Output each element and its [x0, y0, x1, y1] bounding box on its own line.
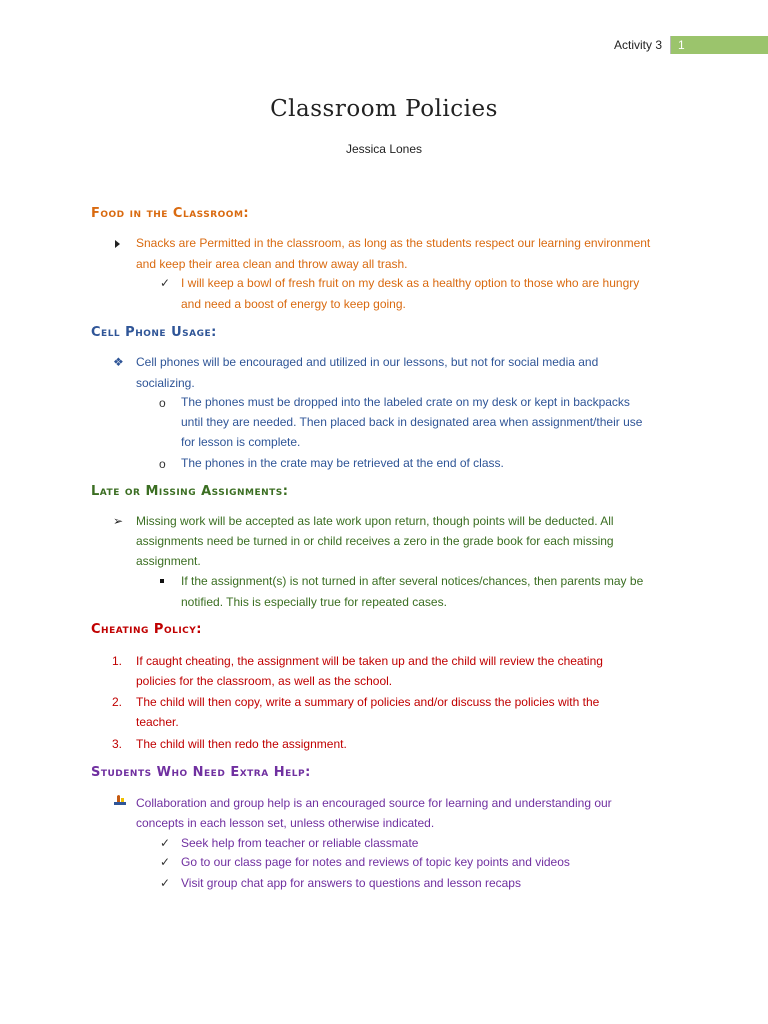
section-heading-help: Students Who Need Extra Help:: [91, 765, 311, 780]
cheat-item-2-line-1: The child will then copy, write a summary of policies and/or discuss the policies with the: [136, 695, 600, 709]
food-item-line-2: and keep their area clean and throw away all trash.: [136, 257, 408, 271]
cell-item-line-1: Cell phones will be encouraged and utilized in our lessons, but not for social media and: [136, 355, 599, 369]
cheat-item-number-1: 1.: [112, 654, 123, 668]
cell-sub1-line-1: The phones must be dropped into the labeled crate on my desk or kept in backpacks: [181, 395, 630, 409]
header-label: Activity 3: [614, 36, 671, 54]
circle-bullet-icon: o: [159, 457, 166, 471]
circle-bullet-icon: o: [159, 396, 166, 410]
cheat-item-1-line-2: policies for the classroom, as well as the school.: [136, 674, 393, 688]
cheat-item-1-line-1: If caught cheating, the assignment will be taken up and the child will review the cheating: [136, 654, 603, 668]
food-sub-line-1: I will keep a bowl of fresh fruit on my desk as a healthy option to those who are hungry: [181, 276, 640, 290]
page-number: 1: [671, 36, 768, 54]
checkmark-icon: ✓: [160, 276, 171, 290]
cell-sub1-line-2: until they are needed. Then placed back in designated area when assignment/their use: [181, 415, 643, 429]
cheat-item-2-line-2: teacher.: [136, 715, 179, 729]
late-item-line-2: assignments need be turned in or child receives a zero in the grade book for each missing: [136, 534, 614, 548]
checkmark-icon: ✓: [160, 836, 171, 850]
help-item-line-1: Collaboration and group help is an encouraged source for learning and understanding our: [136, 796, 612, 810]
cell-item-line-2: socializing.: [136, 376, 195, 390]
cheat-item-number-2: 2.: [112, 695, 123, 709]
cheat-item-number-3: 3.: [112, 737, 123, 751]
help-sub-1: Seek help from teacher or reliable classmate: [181, 836, 419, 850]
late-item-line-1: Missing work will be accepted as late work upon return, though points will be deducted. All: [136, 514, 614, 528]
help-sub-3: Visit group chat app for answers to questions and lesson recaps: [181, 876, 521, 890]
cell-sub2-line-1: The phones in the crate may be retrieved at the end of class.: [181, 456, 504, 470]
section-heading-cheat: Cheating Policy:: [91, 622, 203, 637]
section-heading-food: Food in the Classroom:: [91, 206, 250, 221]
square-bullet-icon: [160, 579, 164, 583]
checkmark-icon: ✓: [160, 855, 171, 869]
food-item-line-1: Snacks are Permitted in the classroom, as long as the students respect our learning environment: [136, 236, 651, 250]
diamond-bullet-icon: ❖: [113, 355, 124, 369]
document-title: Classroom Policies: [270, 96, 498, 122]
page-header: [614, 36, 768, 54]
triangle-bullet-icon: [115, 240, 120, 248]
food-sub-line-2: and need a boost of energy to keep going.: [181, 297, 406, 311]
cell-sub1-line-3: for lesson is complete.: [181, 435, 301, 449]
checkmark-icon: ✓: [160, 876, 171, 890]
late-sub-line-2: notified. This is especially true for repeated cases.: [181, 595, 447, 609]
help-item-line-2: concepts in each lesson set, unless otherwise indicated.: [136, 816, 435, 830]
late-item-line-3: assignment.: [136, 554, 201, 568]
section-heading-cell: Cell Phone Usage:: [91, 325, 217, 340]
hand-bullet-icon: [113, 793, 127, 807]
arrow-bullet-icon: ➢: [113, 514, 124, 528]
late-sub-line-1: If the assignment(s) is not turned in after several notices/chances, then parents may be: [181, 574, 644, 588]
cheat-item-3-line-1: The child will then redo the assignment.: [136, 737, 347, 751]
section-heading-late: Late or Missing Assignments:: [91, 484, 289, 499]
author-name: Jessica Lones: [345, 142, 423, 156]
help-sub-2: Go to our class page for notes and reviews of topic key points and videos: [181, 855, 570, 869]
